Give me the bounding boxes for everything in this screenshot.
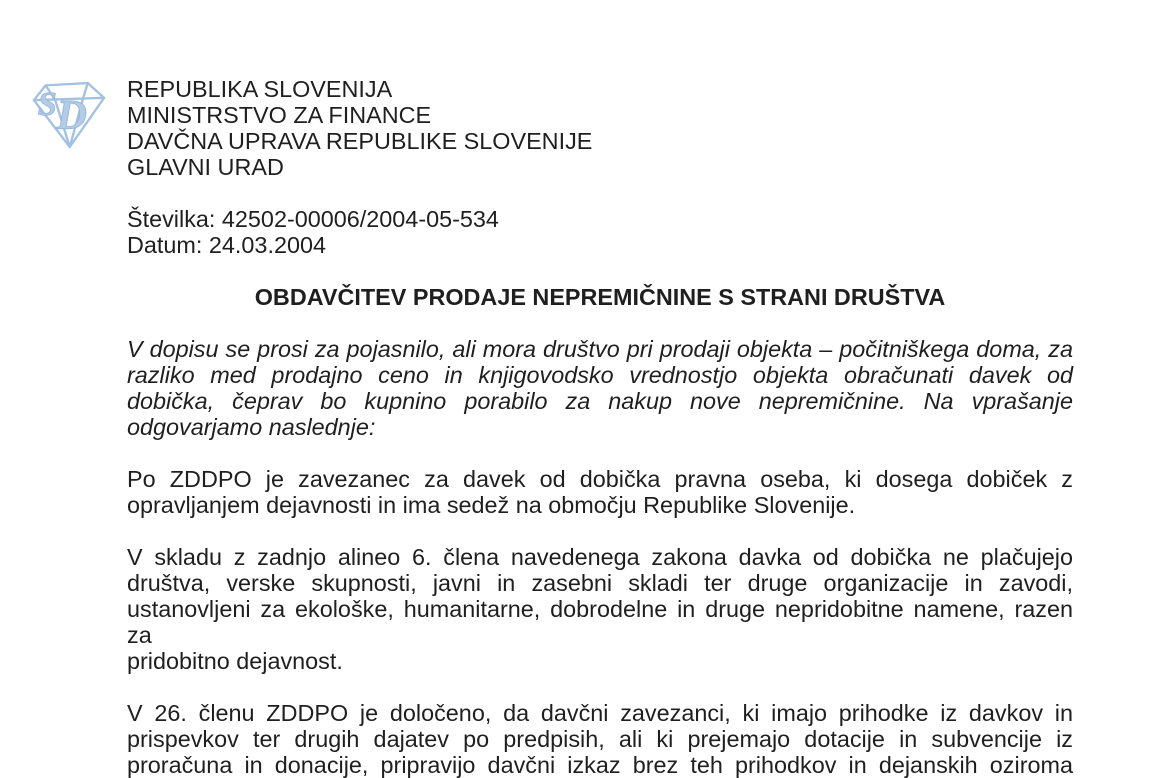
doc-date-line <box>127 232 1073 258</box>
text-line: ustanovljeni za ekološke, humanitarne, dobrodelne in druge nepridobitne namene, razen za <box>127 596 1073 648</box>
text-line: društva, verske skupnosti, javni in zasebni skladi ter druge organizacije in zavodi, <box>127 570 1073 596</box>
logo-letter-d: D <box>56 92 87 140</box>
text-line: V dopisu se prosi za pojasnilo, ali mora društvo pri prodaji objekta – počitniškega doma, za <box>127 336 1073 362</box>
letterhead-line-country: REPUBLIKA SLOVENIJA <box>127 76 393 102</box>
doc-date-label: Datum: <box>127 232 203 258</box>
doc-number-value: 42502-00006/2004-05-534 <box>221 206 499 232</box>
text-line: proračuna in donacije, pripravijo davčni izkaz brez teh prihodkov in dejanskih oziroma <box>127 752 1073 778</box>
text-line: Po ZDDPO je zavezanec za davek od dobička pravna oseba, ki dosega dobiček z <box>127 466 1073 492</box>
letterhead <box>127 76 1073 180</box>
letterhead-line-office: GLAVNI URAD <box>127 154 284 180</box>
letterhead-line-ministry: MINISTRSTVO ZA FINANCE <box>127 102 432 128</box>
paragraph <box>127 336 1073 440</box>
paragraph <box>127 466 1073 518</box>
text-line: opravljanjem dejavnosti in ima sedež na območju Republike Slovenije. <box>127 492 856 518</box>
paragraph <box>127 700 1073 778</box>
durs-diamond-logo-icon <box>30 79 108 151</box>
document-meta <box>127 206 1073 258</box>
text-line: dobička, čeprav bo kupnino porabilo za nakup nove nepremičnine. Na vprašanje <box>127 388 1073 414</box>
logo-letter-s: S <box>37 85 57 123</box>
doc-date-value: 24.03.2004 <box>208 232 326 258</box>
text-line: razliko med prodajno ceno in knjigovodsko vrednostjo objekta obračunati davek od <box>127 362 1073 388</box>
document-body <box>127 336 1073 778</box>
text-line: prispevkov ter drugih dajatev po predpisih, ali ki prejemajo dotacije in subvencije iz <box>127 726 1073 752</box>
text-line: V 26. členu ZDDPO je določeno, da davčni zavezanci, ki imajo prihodke iz davkov in <box>127 700 1073 726</box>
text-line: odgovarjamo naslednje: <box>127 414 376 440</box>
paragraph <box>127 544 1073 674</box>
letterhead-line-agency: DAVČNA UPRAVA REPUBLIKE SLOVENIJE <box>127 128 593 154</box>
doc-number-label: Številka: <box>127 206 216 232</box>
document-title: OBDAVČITEV PRODAJE NEPREMIČNINE S STRANI DRUŠTVA <box>254 284 946 310</box>
text-line: pridobitno dejavnost. <box>127 648 343 674</box>
doc-number-line <box>127 206 1073 232</box>
text-line: V skladu z zadnjo alineo 6. člena navedenega zakona davka od dobička ne plačujejo <box>127 544 1073 570</box>
